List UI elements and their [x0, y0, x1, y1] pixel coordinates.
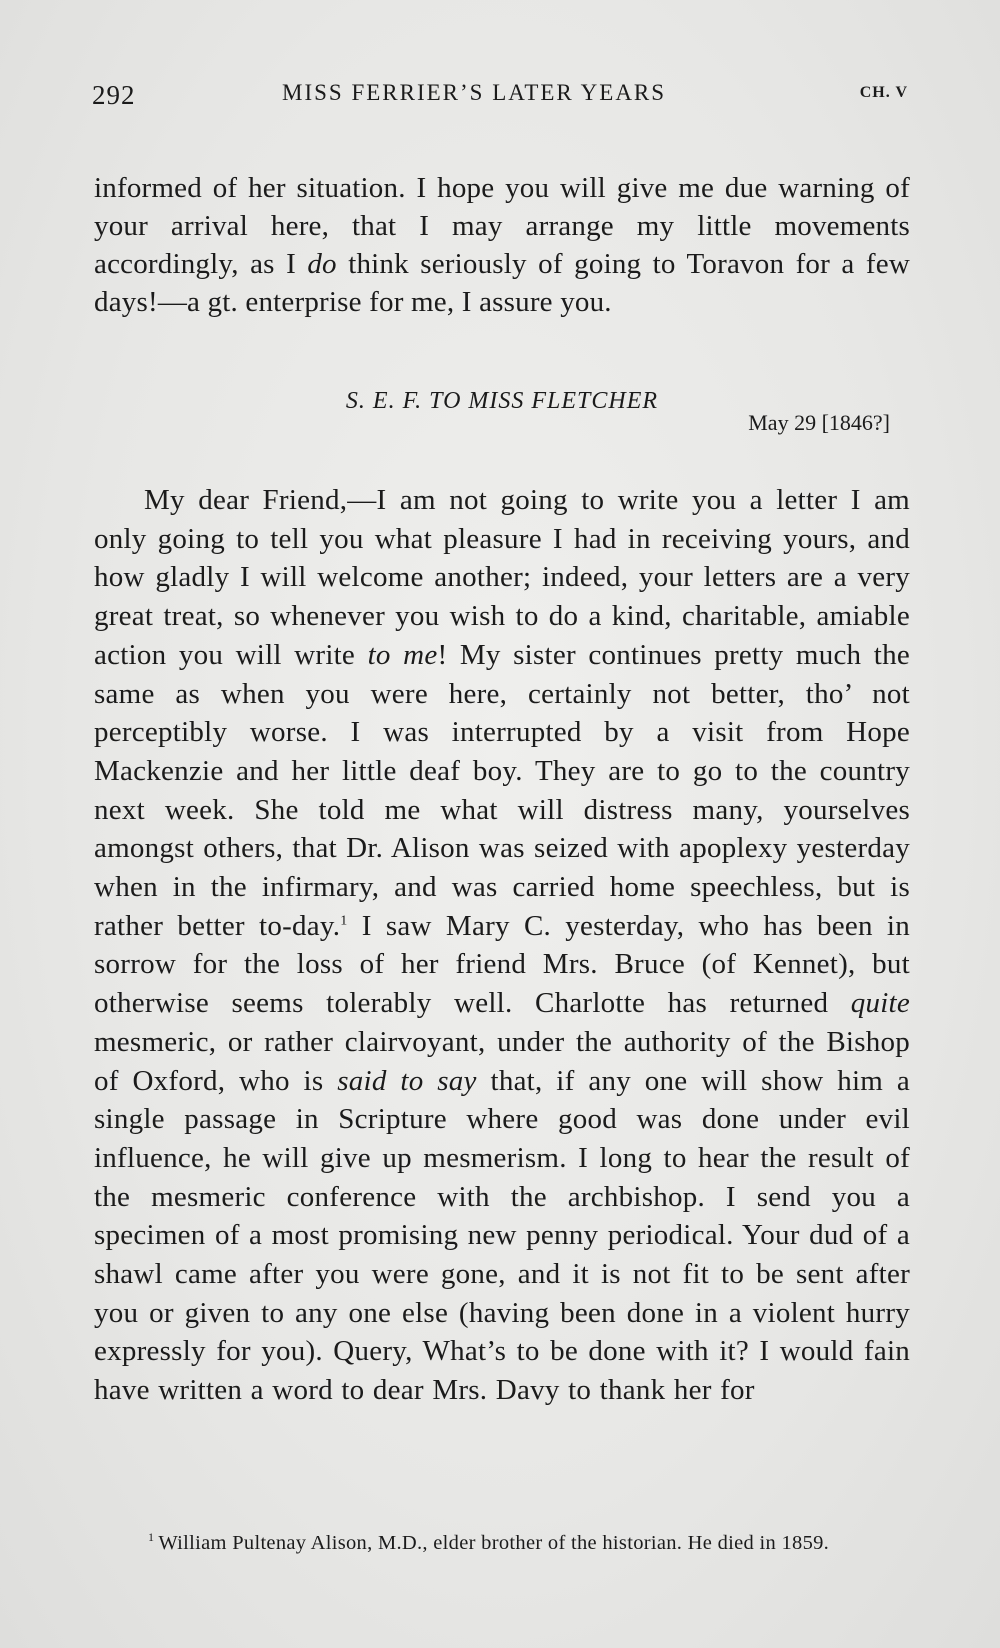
paragraph-text: informed of her situation. I hope you will give me due warning of your arrival here, that I may arrange my little movements accordingly, as I — [94, 172, 910, 281]
footnote — [96, 1524, 912, 1556]
letter-body — [94, 481, 910, 1410]
footnote-text: William Pultenay Alison, M.D., elder brother of the historian. He died in 1859. — [158, 1531, 830, 1554]
footnote-reference[interactable]: 1 — [340, 913, 348, 929]
footnote-mark: 1 — [148, 1530, 155, 1544]
letter-text-part: mesmeric, or rather clairvoyant, under the authority of the Bishop of Oxford, who is — [94, 1025, 910, 1097]
emphasis-text: do — [307, 248, 337, 281]
letter-text-part: ! My sister continues pretty much the same as when you were here, certainly not better, tho’ not perceptibly worse. I was interrupted by a visit from Hope Mackenzie and her little deaf boy. They are to go to the country next week. She told me what will distress many, yourselves amongst others, that Dr. Alison was seized with apoplexy yesterday when in the infirmary, and was carried home speechless, but is rather better to-day. — [94, 638, 910, 942]
running-head — [92, 76, 908, 116]
paragraph-text-continued: think seriously of going to Toravon for a few days!—a gt. enterprise for me, I assure you. — [94, 248, 910, 319]
letter-text-part: that, if any one will show him a single passage in Scripture where good was done under evil influence, he will give up mesmerism. I long to hear the result of the mesmeric conference with the archbishop. I send you a specimen of a most promising new penny periodical. Your dud of a shawl came after you were gone, and it is not fit to be sent after you or given to any one else (having been done in a violent hurry expressly for you). Query, What’s to be done with it? I would fain have written a word to dear Mrs. Davy to thank her for — [94, 1064, 911, 1407]
continued-paragraph — [94, 169, 910, 321]
emphasis-text: said to say — [337, 1064, 477, 1097]
page-number: 292 — [92, 80, 136, 110]
letter-heading: S. E. F. TO MISS FLETCHER — [345, 388, 659, 414]
letter-text-part: I saw Mary C. yesterday, who has been in sorrow for the loss of her friend Mrs. Bruce (of Kennet), but otherwise seems tolerably well. Charlotte has returned — [94, 909, 910, 1020]
emphasis-text: quite — [850, 987, 910, 1020]
chapter-label: CH. V — [859, 84, 908, 101]
letter-text-part: My dear Friend,—I am not going to write you a letter I am only going to tell you what pleasure I had in receiving yours, and how gladly I will welcome another; indeed, your letters are a very great treat, so whenever you wish to do a kind, charitable, amiable action you will write — [94, 484, 910, 671]
emphasis-text: to me — [367, 638, 438, 671]
running-title: MISS FERRIER’S LATER YEARS — [282, 80, 667, 105]
letter-date: May 29 [1846?] — [748, 410, 890, 435]
